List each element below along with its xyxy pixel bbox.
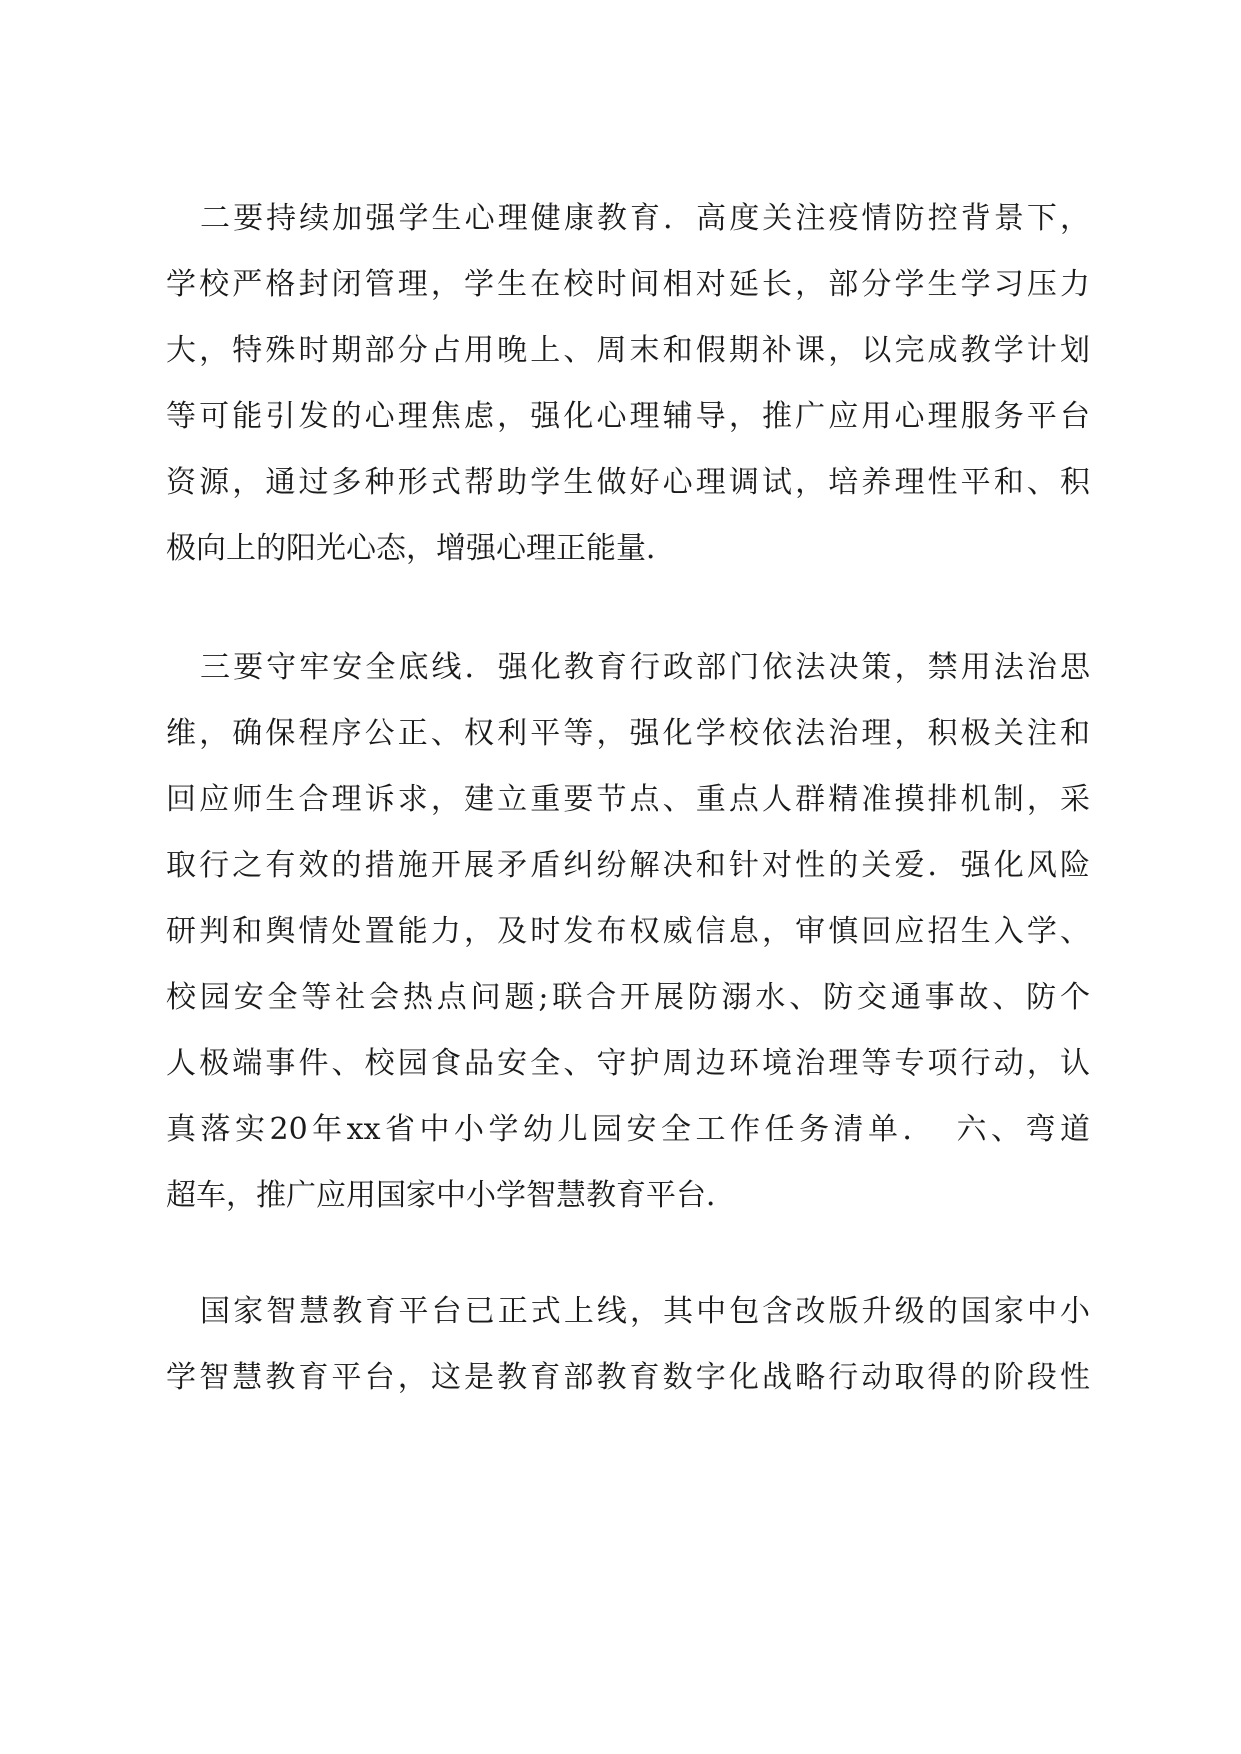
paragraph-line: 大，特殊时期部分占用晚上、周末和假期补课，以完成教学计划: [166, 333, 1090, 368]
paragraph-line: 等可能引发的心理焦虑，强化心理辅导，推广应用心理服务平台: [166, 399, 1090, 434]
paragraph-line: 资源，通过多种形式帮助学生做好心理调试，培养理性平和、积: [166, 465, 1090, 500]
paragraph-line: 三要守牢安全底线．强化教育行政部门依法决策，禁用法治思: [200, 650, 1090, 685]
paragraph-line: 校园安全等社会热点问题;联合开展防溺水、防交通事故、防个: [166, 980, 1090, 1015]
paragraph-line: 回应师生合理诉求，建立重要节点、重点人群精准摸排机制，采: [166, 782, 1090, 817]
paragraph-line: 超车，推广应用国家中小学智慧教育平台．: [166, 1178, 736, 1213]
paragraph-line: 学校严格封闭管理，学生在校时间相对延长，部分学生学习压力: [166, 267, 1090, 302]
paragraph-line: 人极端事件、校园食品安全、守护周边环境治理等专项行动，认: [166, 1046, 1090, 1081]
paragraph-line: 真落实20年xx省中小学幼儿园安全工作任务清单． 六、弯道: [166, 1112, 1090, 1147]
paragraph-line: 维，确保程序公正、权利平等，强化学校依法治理，积极关注和: [166, 716, 1090, 751]
paragraph-line: 学智慧教育平台，这是教育部教育数字化战略行动取得的阶段性: [166, 1360, 1090, 1395]
paragraph-line: 研判和舆情处置能力，及时发布权威信息，审慎回应招生入学、: [166, 914, 1090, 949]
paragraph-line: 取行之有效的措施开展矛盾纠纷解决和针对性的关爱．强化风险: [166, 848, 1090, 883]
paragraph-line: 极向上的阳光心态，增强心理正能量．: [166, 531, 676, 566]
paragraph-line: 二要持续加强学生心理健康教育．高度关注疫情防控背景下，: [200, 201, 1090, 236]
paragraph-line: 国家智慧教育平台已正式上线，其中包含改版升级的国家中小: [200, 1294, 1090, 1329]
